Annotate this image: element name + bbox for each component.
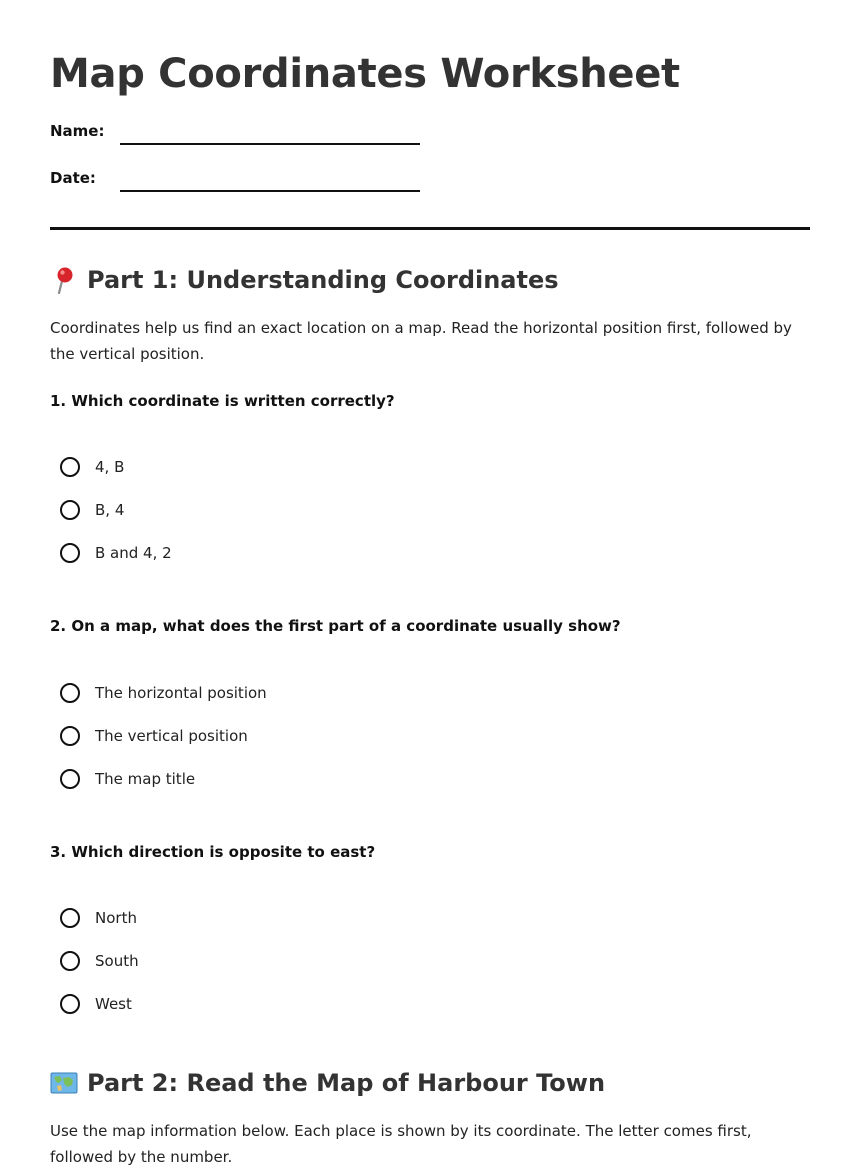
- option-label: North: [95, 909, 137, 927]
- radio-button[interactable]: [60, 543, 80, 563]
- radio-button[interactable]: [60, 994, 80, 1014]
- name-input-line[interactable]: [120, 143, 420, 145]
- q2-option-3[interactable]: [60, 766, 195, 792]
- question-2: 2. On a map, what does the first part of a coordinate usually show?: [50, 617, 621, 635]
- date-input-line[interactable]: [120, 190, 420, 192]
- part2-heading: [50, 1068, 605, 1098]
- part2-heading-text: Part 2: Read the Map of Harbour Town: [87, 1069, 606, 1097]
- option-label: West: [95, 995, 132, 1013]
- world-map-icon: [50, 1069, 78, 1097]
- part1-heading-text: Part 1: Understanding Coordinates: [87, 266, 559, 294]
- name-label: Name:: [50, 122, 105, 140]
- option-label: 4, B: [95, 458, 125, 476]
- q1-option-3[interactable]: [60, 540, 172, 566]
- question-1: 1. Which coordinate is written correctly?: [50, 392, 395, 410]
- radio-button[interactable]: [60, 951, 80, 971]
- part1-intro: Coordinates help us find an exact location on a map. Read the horizontal position first, followed by the vertical position.: [50, 319, 792, 363]
- page-title: Map Coordinates Worksheet: [50, 51, 680, 97]
- radio-button[interactable]: [60, 908, 80, 928]
- part1-heading: [50, 265, 559, 295]
- option-label: The map title: [95, 770, 196, 788]
- q1-option-2[interactable]: [60, 497, 124, 523]
- header-divider: [50, 227, 810, 230]
- round-pushpin-icon: [50, 266, 78, 294]
- q3-option-1[interactable]: [60, 905, 137, 931]
- option-label: The horizontal position: [95, 684, 267, 702]
- radio-button[interactable]: [60, 683, 80, 703]
- radio-button[interactable]: [60, 500, 80, 520]
- option-label: B, 4: [95, 501, 125, 519]
- date-field: [50, 169, 470, 193]
- q2-option-2[interactable]: [60, 723, 248, 749]
- option-label: The vertical position: [95, 727, 248, 745]
- name-field: [50, 122, 470, 146]
- q3-option-3[interactable]: [60, 991, 132, 1017]
- q2-option-1[interactable]: [60, 680, 267, 706]
- q1-option-1[interactable]: [60, 454, 124, 480]
- part2-intro: Use the map information below. Each place is shown by its coordinate. The letter comes first, followed by the number.: [50, 1122, 752, 1166]
- radio-button[interactable]: [60, 457, 80, 477]
- question-3: 3. Which direction is opposite to east?: [50, 843, 376, 861]
- option-label: South: [95, 952, 139, 970]
- q3-option-2[interactable]: [60, 948, 139, 974]
- option-label: B and 4, 2: [95, 544, 172, 562]
- date-label: Date:: [50, 169, 96, 187]
- radio-button[interactable]: [60, 726, 80, 746]
- radio-button[interactable]: [60, 769, 80, 789]
